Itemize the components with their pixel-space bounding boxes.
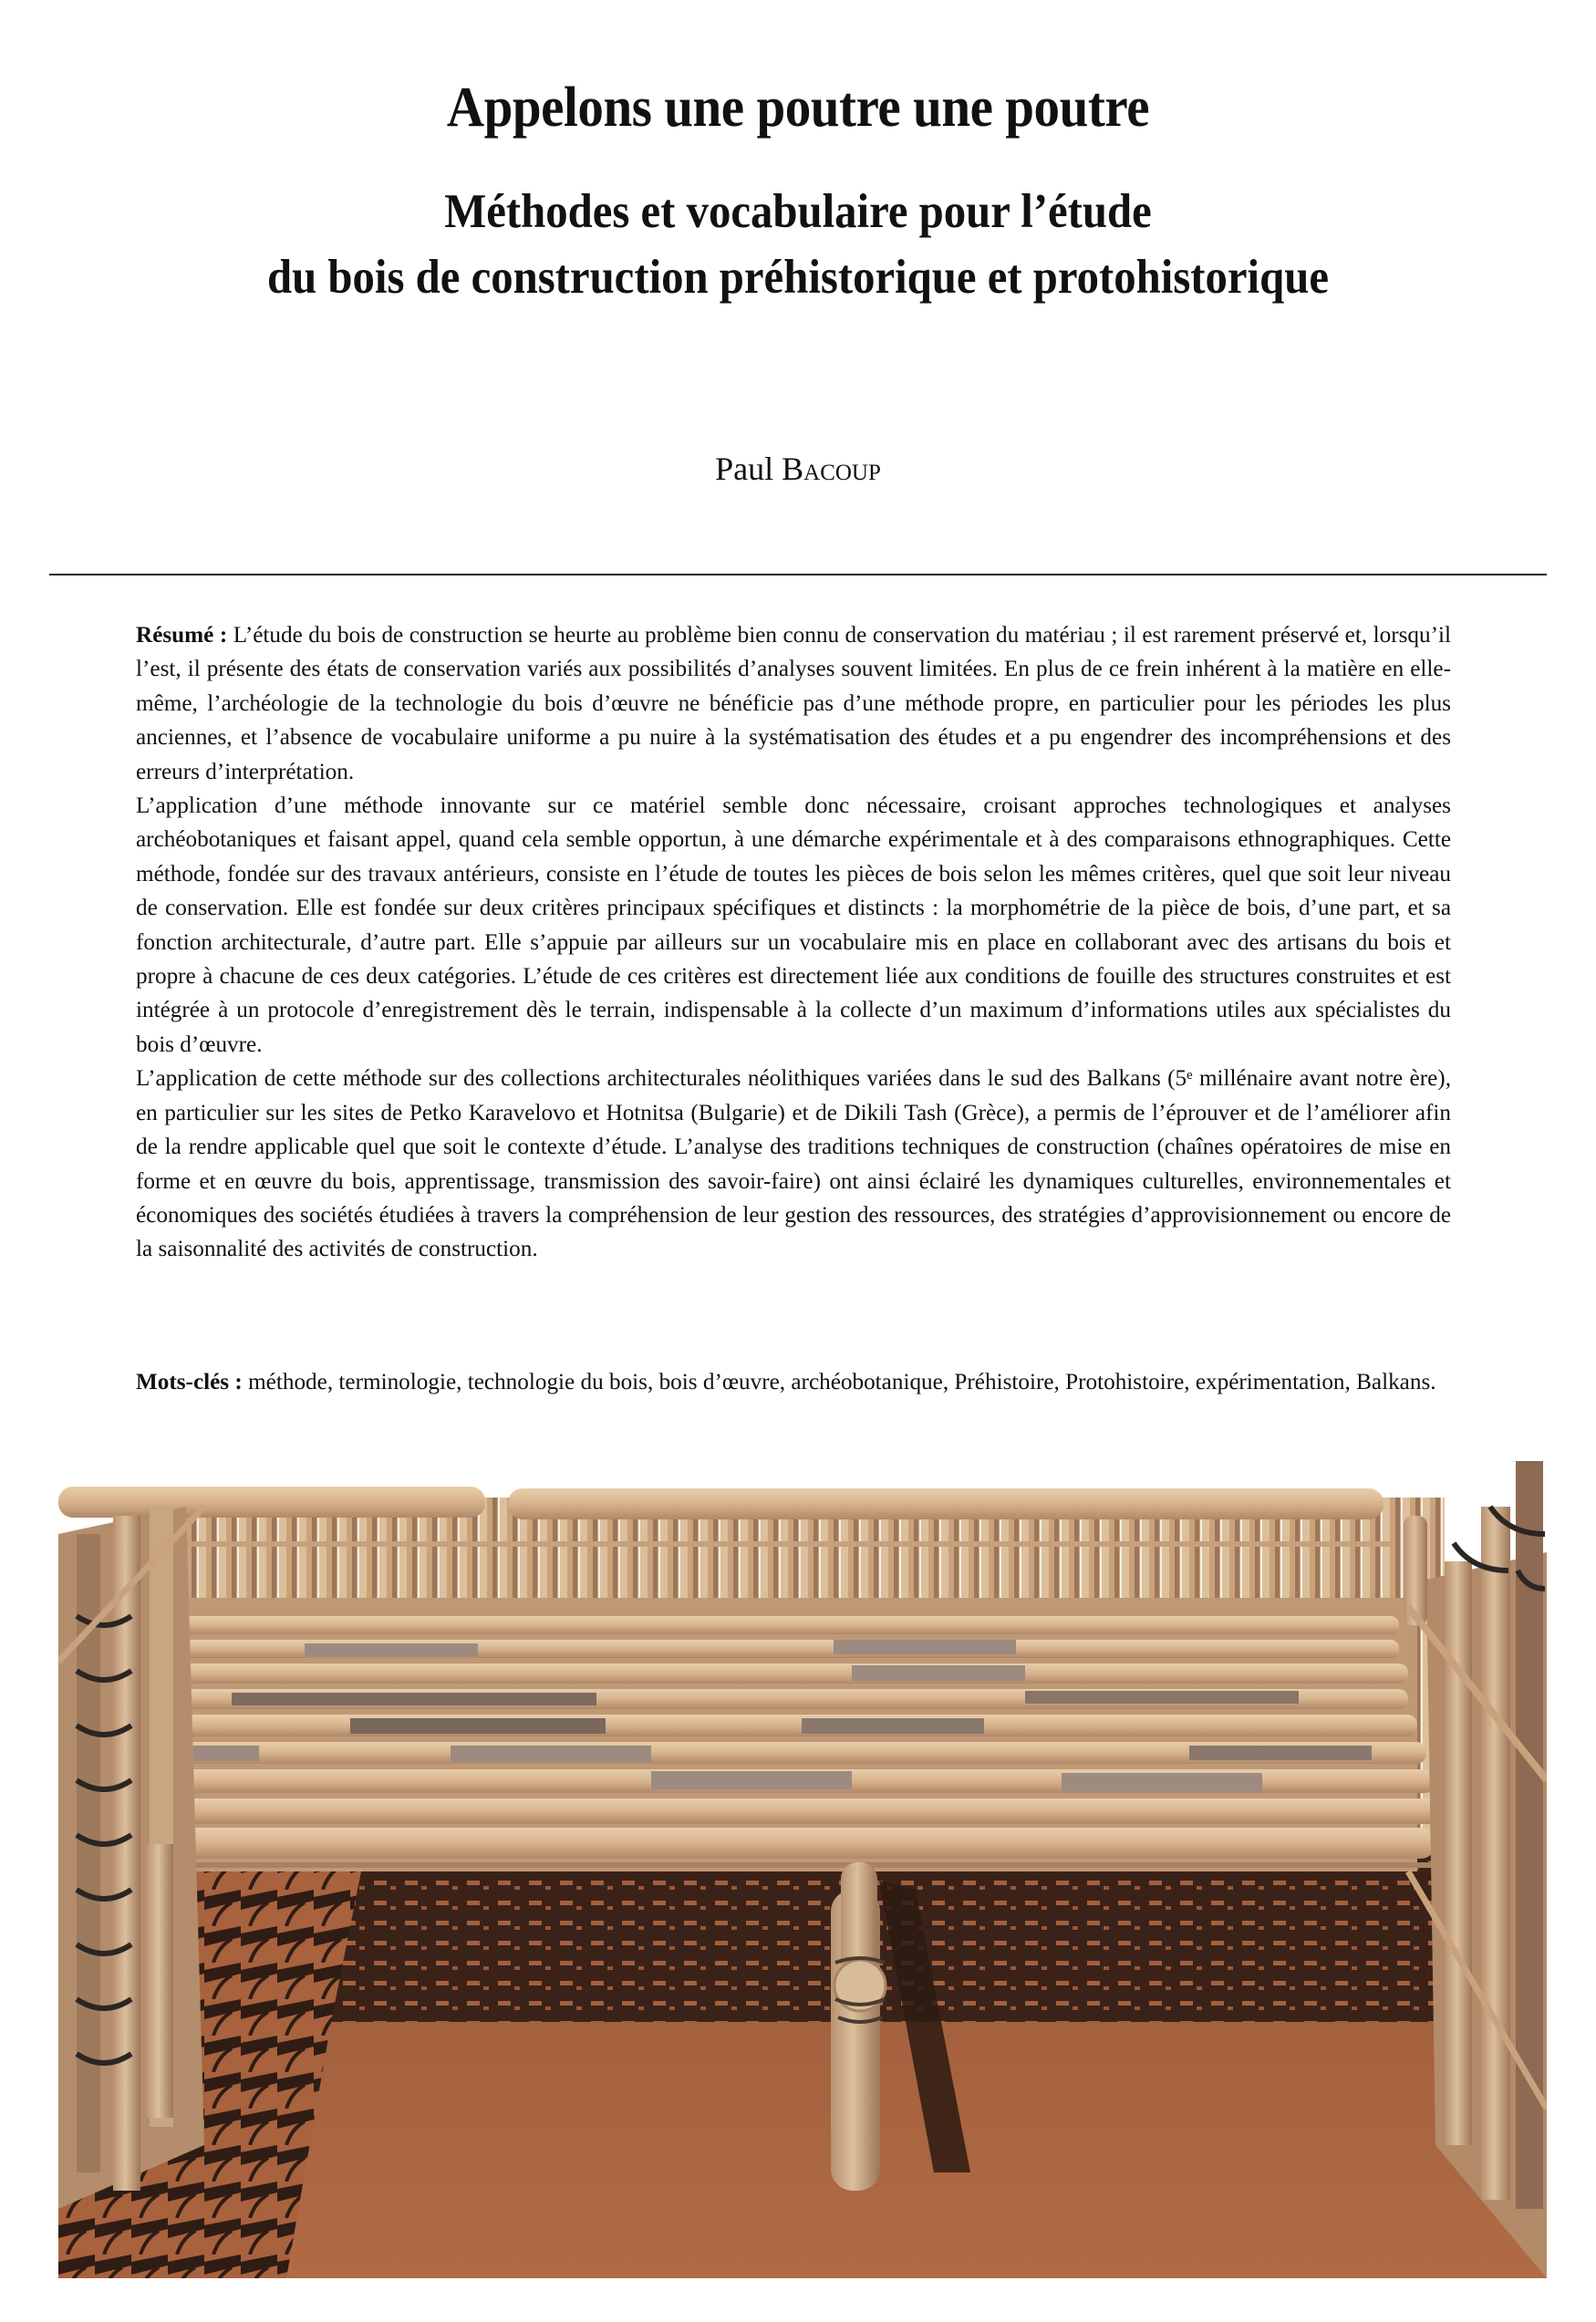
figure-3d-reconstruction [58,1452,1547,2278]
keywords-text: méthode, terminologie, technologie du bois, bois d’œuvre, archéobotanique, Préhistoire, Protohistoire, expérimentation, Balkans. [242,1370,1436,1394]
subtitle-line-2: du bois de construction préhistorique et protohistorique [266,251,1330,304]
abstract-text-1: L’étude du bois de construction se heurte au problème bien connu de conservation du matériau ; il est rarement préservé et, lorsqu’il l’est, il présente des états de conservation variés aux possibilités d’analyses souvent limitées. En plus de ce frein inhérent à la matière en elle-même, l’archéologie de la technologie du bois d’œuvre ne bénéficie pas d’une méthode propre, en particulier pour les périodes les plus anciennes, et l’absence de vocabulaire uniforme a pu nuire à la systématisation des études et a pu engendrer des incompréhensions et des erreurs d’interprétation. [136,623,1452,784]
subtitle-line-1: Méthodes et vocabulaire pour l’étude [444,185,1152,238]
keywords-label: Mots-clés : [136,1370,243,1394]
abstract-label: Résumé : [136,623,228,648]
abstract-paragraph-1 [136,618,1451,789]
abstract-paragraph-2: L’application d’une méthode innovante sur ce matériel semble donc nécessaire, croisant approches technologiques et analyses archéobotaniques et faisant appel, quand cela semble opportun, à une démarche expérimentale et à des comparaisons ethnographiques. Cette méthode, fondée sur des travaux antérieurs, consiste en l’étude de toutes les pièces de bois selon les mêmes critères, quel que soit leur niveau de conservation. Elle est fondée sur deux critères principaux spécifiques et distincts : la morphométrie de la pièce de bois, d’une part, et sa fonction architecturale, d’autre part. Elle s’appuie par ailleurs sur un vocabulaire mis en place en collaborant avec des artisans du bois et propre à chacune de ces deux catégories. L’étude de ces critères est directement liée aux conditions de fouille des structures construites et est intégrée à un protocole d’enregistrement dès le terrain, indispensable à la collecte d’un maximum d’informations utiles aux spécialistes du bois d’œuvre. [136,793,1451,1057]
author-last-name: Bacoup [782,451,881,487]
left-wall [58,1507,204,2209]
keywords [136,1365,1451,1399]
author-first-name: Paul [715,451,774,487]
abstract-paragraph-3: L’application de cette méthode sur des collections architecturales néolithiques variées dans le sud des Balkans (5ᵉ millénaire avant notre ère), en particulier sur les sites de Petko Karavelovo et Hotnitsa (Bulgarie) et de Dikili Tash (Grèce), a permis de l’éprouver et de l’améliorer afin de la rendre applicable quel que soit le contexte d’étude. L’analyse des traditions techniques de construction (chaînes opératoires de mise en forme et en œuvre du bois, apprentissage, transmission des savoir-faire) ont ainsi éclairé les dynamiques culturelles, environnementales et économiques des sociétés étudiées à travers la compréhension de leur gestion des ressources, des stratégies d’approvisionnement ou encore de la saisonnalité des activités de construction. [136,1066,1451,1262]
article-title: Appelons une poutre une poutre [446,77,1150,139]
separator-rule [49,574,1547,575]
article-subtitle [64,179,1532,310]
abstract [136,618,1451,1267]
wooden-building-illustration [58,1452,1547,2278]
author-name [0,449,1596,489]
